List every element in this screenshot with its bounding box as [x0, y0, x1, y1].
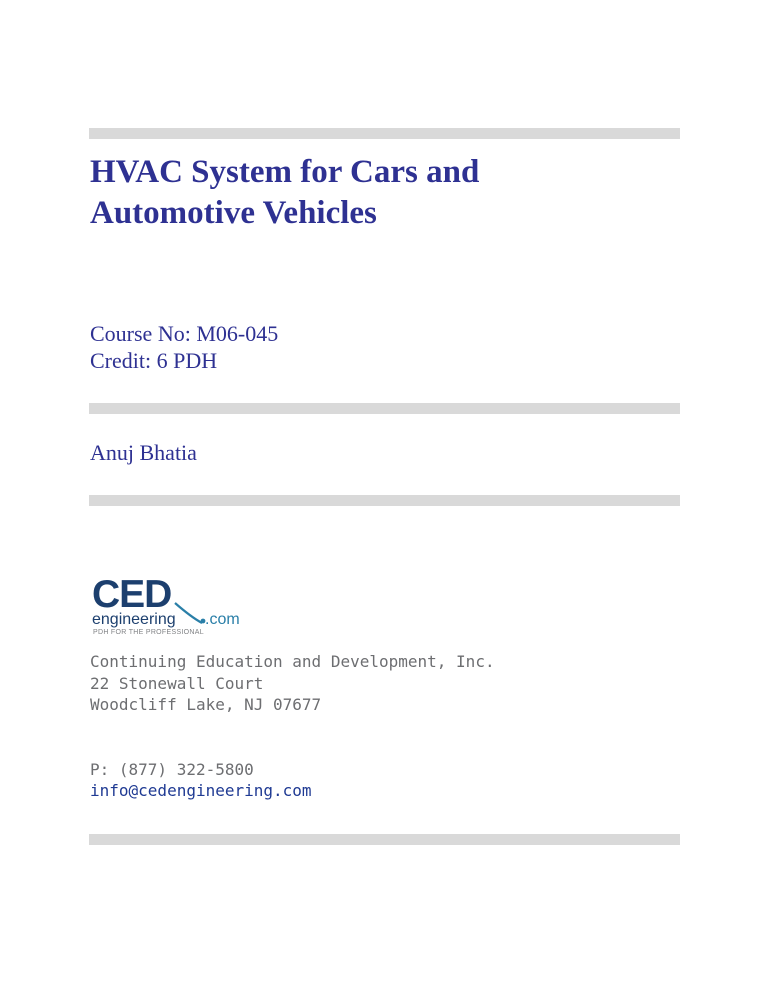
divider-bar-3: [89, 495, 680, 506]
document-title: [90, 152, 650, 234]
divider-bar-2: [89, 403, 680, 414]
divider-bar-top: [89, 128, 680, 139]
email-link[interactable]: info@cedengineering.com: [90, 781, 312, 800]
logo-swoosh: [175, 603, 202, 623]
ced-engineering-logo: [91, 573, 241, 637]
logo-tagline: PDH FOR THE PROFESSIONAL: [93, 629, 204, 636]
organization-street: 22 Stonewall Court: [90, 674, 264, 693]
divider-bar-bottom: [89, 834, 680, 845]
phone-number: P: (877) 322-5800: [90, 760, 254, 779]
author-name: Anuj Bhatia: [90, 440, 197, 465]
course-credit: Credit: 6 PDH: [90, 348, 218, 373]
document-title-line-2: Automotive Vehicles: [90, 195, 377, 231]
organization-city: Woodcliff Lake, NJ 07677: [90, 695, 322, 714]
organization-name: Continuing Education and Development, Inc.: [90, 652, 495, 671]
course-number: Course No: M06-045: [90, 321, 279, 346]
logo-dot-com: .com: [205, 611, 240, 628]
document-title-line-1: HVAC System for Cars and: [90, 154, 480, 190]
logo-subline: engineering: [92, 611, 176, 628]
logo-wordmark: CED: [92, 573, 172, 616]
